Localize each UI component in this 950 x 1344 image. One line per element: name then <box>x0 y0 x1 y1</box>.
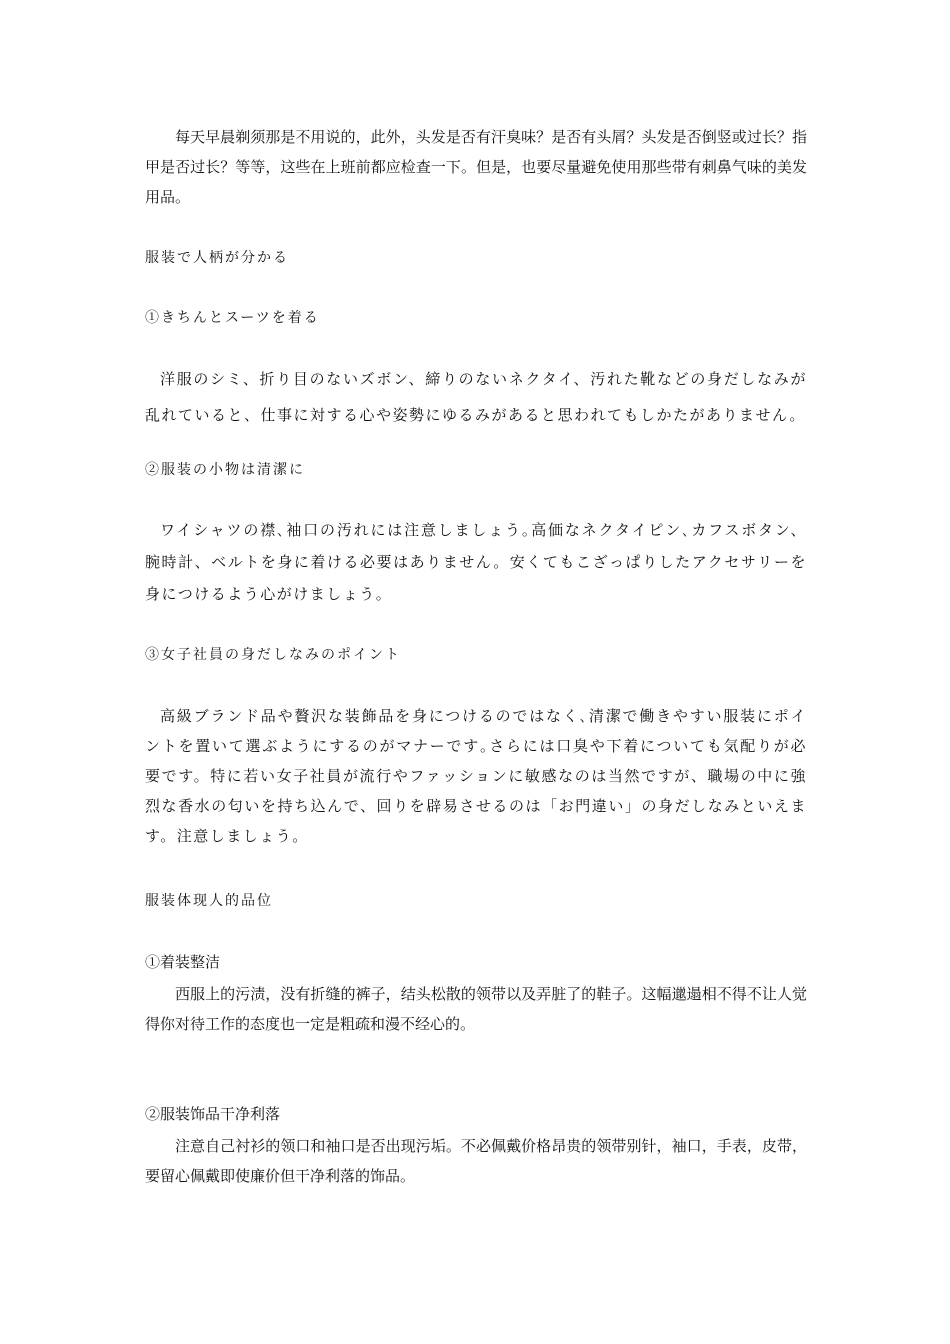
paragraph-grooming: 每天早晨剃须那是不用说的，此外，头发是否有汗臭味？是否有头屑？头发是否倒竖或过长？指甲是否过长？等等，这些在上班前都应检查一下。但是，也要尽量避免使用那些带有刺鼻气味的美发用品。 <box>145 128 807 206</box>
subheading-cn-accessories: ②服装饰品干净利落 <box>145 1105 281 1123</box>
heading-ja-clothing: 服装で人柄が分かる <box>145 250 289 266</box>
subheading-ja-suit: ①きちんとスーツを着る <box>145 310 320 326</box>
subheading-cn-neat: ①着装整洁 <box>145 953 221 971</box>
subheading-ja-accessories: ②服装の小物は清潔に <box>145 462 305 478</box>
subheading-ja-women: ③女子社員の身だしなみのポイント <box>145 647 401 663</box>
paragraph-ja-suit: 洋服のシミ、折り目のないズボン、締りのないネクタイ、汚れた靴などの身だしなみが乱れていると、仕事に対する心や姿勢にゆるみがあると思われてもしかたがありません。 <box>145 370 807 424</box>
heading-cn-clothing: 服装体现人的品位 <box>145 893 273 909</box>
paragraph-ja-women: 高級ブランド品や贅沢な装飾品を身につけるのではなく､清潔で働きやすい服装にポイントを置いて選ぶようにするのがマナーです｡さらには口臭や下着についても気配りが必要です。特に若い女子社員が流行やファッションに敏感なのは当然ですが、職場の中に強烈な香水の匂いを持ち込んで、回りを辟易させるのは「お門違い」の身だしなみといえます。注意しましょう。 <box>145 707 807 845</box>
paragraph-ja-accessories: ワイシャツの襟､袖口の汚れには注意しましょう｡高価なネクタイピン､カフスボタン、腕時計、ベルトを身に着ける必要はありません。安くてもこざっぱりしたアクセサリーを身につけるよう心がけましょう。 <box>145 521 807 603</box>
paragraph-cn-neat: 西服上的污渍，没有折缝的裤子，结头松散的领带以及弄脏了的鞋子。这幅邋遢相不得不让人觉得你对待工作的态度也一定是粗疏和漫不经心的。 <box>145 985 807 1033</box>
paragraph-cn-accessories: 注意自己衬衫的领口和袖口是否出现污垢。不必佩戴价格昂贵的领带别针，袖口，手表，皮带，要留心佩戴即使廉价但干净利落的饰品。 <box>145 1137 807 1185</box>
